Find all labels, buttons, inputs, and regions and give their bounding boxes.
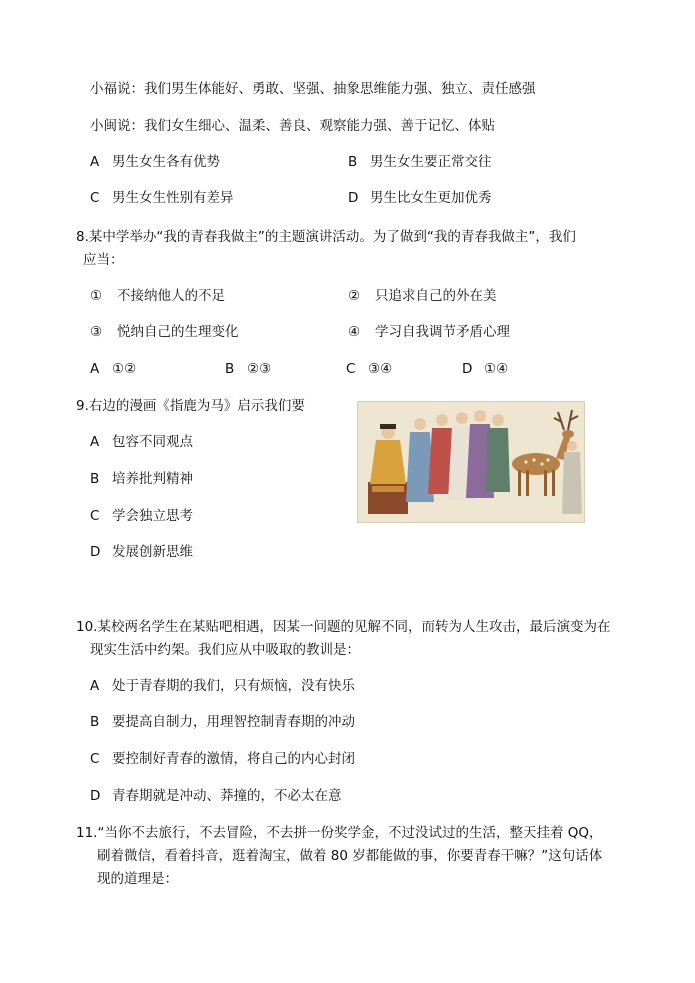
option-letter: D <box>462 361 473 377</box>
q7-option-a[interactable] <box>90 152 220 172</box>
q8-option-a[interactable] <box>90 359 136 379</box>
q9-option-c[interactable] <box>90 506 193 526</box>
q8-item-1 <box>90 286 225 306</box>
item-mark: ③ <box>90 324 103 340</box>
option-letter: B <box>90 714 100 730</box>
option-letter: B <box>90 471 100 487</box>
item-text: 不接纳他人的不足 <box>117 288 225 304</box>
option-text: 要提高自制力，用理智控制青春期的冲动 <box>112 714 355 730</box>
item-text: 学习自我调节矛盾心理 <box>375 324 510 340</box>
q10-option-b[interactable] <box>90 712 355 732</box>
q8-option-c[interactable] <box>346 359 392 379</box>
option-text: 要控制好青春的激情，将自己的内心封闭 <box>112 751 355 767</box>
option-letter: D <box>90 544 101 560</box>
q10-stem-line-2: 现实生活中约架。我们应从中吸取的教训是： <box>90 642 360 658</box>
q8-option-b[interactable] <box>225 359 271 379</box>
option-text: ①② <box>112 361 137 377</box>
q11-stem-line-1: 11.“当你不去旅行，不去冒险，不去拼一份奖学金，不过没试过的生活，整天挂着 QQ， <box>76 825 603 841</box>
q8-stem-line-1: 8.某中学举办“我的青春我做主”的主题演讲活动。为了做到“我的青春我做主”，我们 <box>76 229 576 245</box>
option-letter: A <box>90 678 100 694</box>
statement-xiaofu: 小福说：我们男生体能好、勇敢、坚强、抽象思维能力强、独立、责任感强 <box>90 81 536 97</box>
q9-option-d[interactable] <box>90 542 193 562</box>
q10-stem-line-1: 10.某校两名学生在某贴吧相遇，因某一问题的见解不同，而转为人生攻击，最后演变为在 <box>76 619 611 635</box>
q11-stem-line-3: 现的道理是： <box>97 871 178 887</box>
q7-option-c[interactable] <box>90 188 234 208</box>
option-text: 包容不同观点 <box>112 434 193 450</box>
option-text: 发展创新思维 <box>112 544 193 560</box>
deer-horse-comic-image <box>358 402 584 522</box>
item-text: 悦纳自己的生理变化 <box>117 324 239 340</box>
option-letter: B <box>348 154 358 170</box>
option-text: ②③ <box>247 361 272 377</box>
item-mark: ④ <box>348 324 361 340</box>
option-letter: C <box>90 751 100 767</box>
q10-option-d[interactable] <box>90 786 342 806</box>
option-text: 男生女生要正常交往 <box>370 154 492 170</box>
option-text: 处于青春期的我们，只有烦恼，没有快乐 <box>112 678 355 694</box>
option-text: ①④ <box>484 361 509 377</box>
option-letter: C <box>90 508 100 524</box>
option-text: 青春期就是冲动、莽撞的，不必太在意 <box>112 788 342 804</box>
item-mark: ② <box>348 288 361 304</box>
option-letter: A <box>90 154 100 170</box>
q7-option-b[interactable] <box>348 152 492 172</box>
item-mark: ① <box>90 288 103 304</box>
q9-option-b[interactable] <box>90 469 193 489</box>
q11-stem-line-2: 刷着微信，看着抖音，逛着淘宝，做着 80 岁都能做的事，你要青春干嘛？”这句话体 <box>97 848 603 864</box>
q10-option-c[interactable] <box>90 749 355 769</box>
option-letter: B <box>225 361 235 377</box>
q9-stem: 9.右边的漫画《指鹿为马》启示我们要 <box>76 398 305 414</box>
q8-stem-line-2: 应当： <box>83 252 124 268</box>
q9-option-a[interactable] <box>90 432 193 452</box>
option-letter: C <box>346 361 356 377</box>
q8-item-2 <box>348 286 497 306</box>
option-text: ③④ <box>368 361 393 377</box>
option-text: 学会独立思考 <box>112 508 193 524</box>
option-text: 男生比女生更加优秀 <box>370 190 492 206</box>
q8-option-d[interactable] <box>462 359 508 379</box>
q7-option-d[interactable] <box>348 188 492 208</box>
option-letter: C <box>90 190 100 206</box>
q8-item-3 <box>90 322 239 342</box>
q8-item-4 <box>348 322 510 342</box>
q10-option-a[interactable] <box>90 676 355 696</box>
option-letter: A <box>90 361 100 377</box>
statement-xiaomin: 小闽说：我们女生细心、温柔、善良、观察能力强、善于记忆、体贴 <box>90 118 495 134</box>
option-text: 男生女生各有优势 <box>112 154 220 170</box>
option-text: 男生女生性别有差异 <box>112 190 234 206</box>
option-letter: D <box>90 788 101 804</box>
comic-illustration <box>357 401 585 523</box>
option-text: 培养批判精神 <box>112 471 193 487</box>
item-text: 只追求自己的外在美 <box>375 288 497 304</box>
option-letter: A <box>90 434 100 450</box>
option-letter: D <box>348 190 359 206</box>
